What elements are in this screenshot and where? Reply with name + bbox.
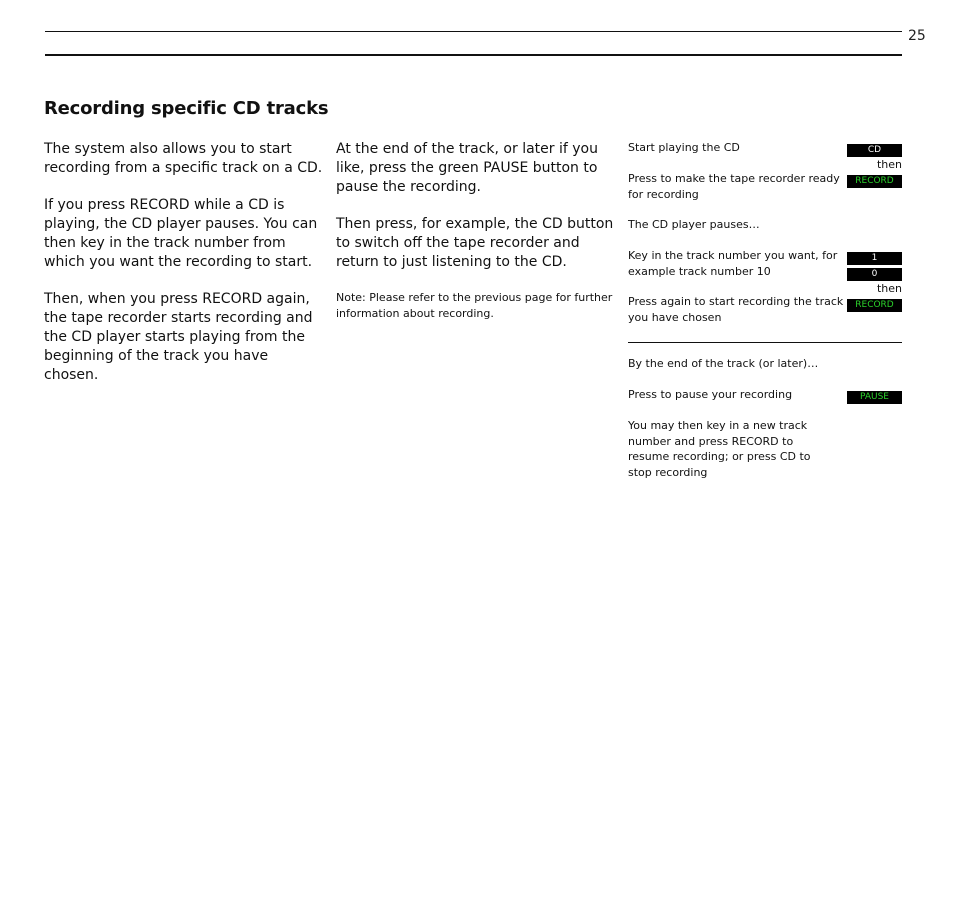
digit-1-key: 1 [847, 252, 902, 265]
record-key: RECORD [847, 175, 902, 188]
paragraph: The system also allows you to start recording from a specific track on a CD. [44, 141, 323, 176]
header-rule-top [45, 31, 902, 32]
section-divider [628, 342, 902, 343]
header-rule-bottom [45, 54, 902, 56]
paragraph: Then, when you press RECORD again, the tape recorder starts recording and the CD player starts playing from the beginning of the track you have chosen. [44, 291, 313, 383]
digit-0-key: 0 [847, 268, 902, 281]
cd-key: CD [847, 144, 902, 157]
paragraph: At the end of the track, or later if you like, press the green PAUSE button to pause the recording. [336, 141, 598, 195]
then-label: then [876, 282, 902, 295]
column-intro [44, 140, 326, 403]
pause-key: PAUSE [847, 391, 902, 404]
instruction-step: Press to make the tape recorder ready for recording [628, 172, 840, 201]
column-continued [336, 140, 616, 340]
page-number: 25 [908, 28, 926, 44]
instruction-step: The CD player pauses… [628, 218, 760, 231]
then-label: then [876, 158, 902, 171]
instruction-step: Press to pause your recording [628, 388, 793, 401]
instruction-step: Key in the track number you want, for example track number 10 [628, 249, 838, 278]
note-text: Note: Please refer to the previous page for further information about recording. [336, 291, 613, 320]
instruction-step: By the end of the track (or later)… [628, 357, 819, 370]
instruction-step: Press again to start recording the track you have chosen [628, 295, 844, 324]
instruction-step: You may then key in a new track number and press RECORD to resume recording; or press CD to stop recording [628, 419, 811, 479]
section-heading: Recording specific CD tracks [44, 98, 329, 119]
record-key: RECORD [847, 299, 902, 312]
paragraph: If you press RECORD while a CD is playing, the CD player pauses. You can then key in the track number from which you want the recording to start. [44, 197, 318, 270]
instruction-step: Start playing the CD [628, 141, 740, 154]
paragraph: Then press, for example, the CD button to switch off the tape recorder and return to just listening to the CD. [336, 216, 614, 270]
